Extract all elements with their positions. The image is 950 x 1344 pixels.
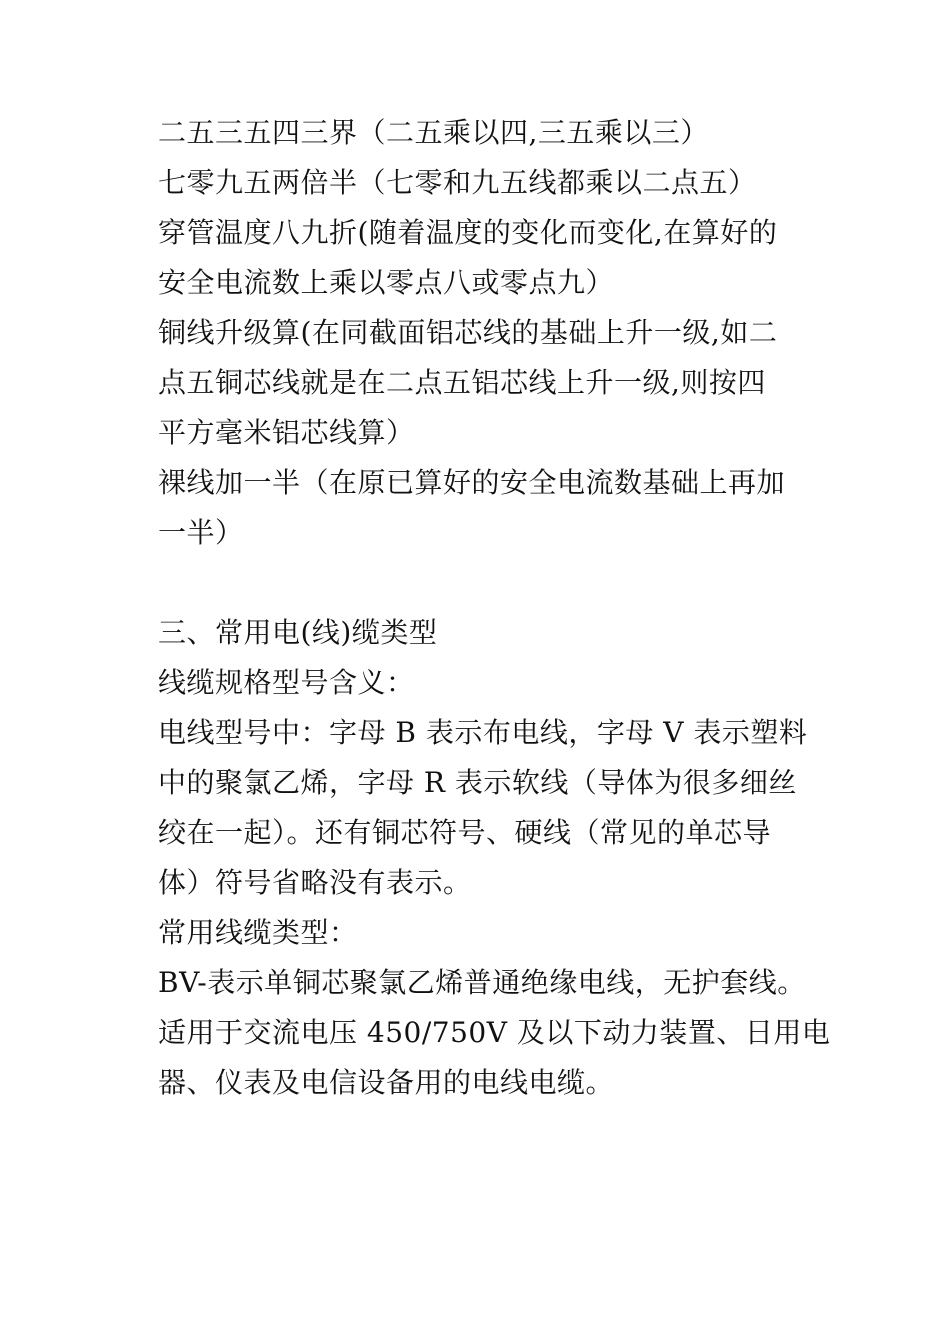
- text-line: 绞在一起）。还有铜芯符号、硬线（常见的单芯导: [158, 816, 772, 849]
- text-line: 七零九五两倍半（七零和九五线都乘以二点五）: [158, 166, 757, 199]
- text-line: 安全电流数上乘以零点八或零点九）: [158, 266, 615, 299]
- text-line: 一半）: [158, 516, 244, 549]
- section-heading: 三、常用电(线)缆类型: [158, 616, 438, 649]
- text-line: 适用于交流电压 450/750V 及以下动力装置、日用电: [158, 1016, 831, 1049]
- document-body: [158, 108, 831, 1108]
- text-line: 平方毫米铝芯线算）: [158, 416, 415, 449]
- text-line: 点五铜芯线就是在二点五铝芯线上升一级,则按四: [158, 366, 766, 399]
- text-line: 常用线缆类型：: [158, 916, 358, 949]
- text-line: 裸线加一半（在原已算好的安全电流数基础上再加: [158, 466, 786, 499]
- text-line: BV-表示单铜芯聚氯乙烯普通绝缘电线，无护套线。: [158, 966, 806, 999]
- text-line: 器、仪表及电信设备用的电线电缆。: [158, 1066, 615, 1099]
- text-line: 线缆规格型号含义：: [158, 666, 415, 699]
- text-line: 二五三五四三界（二五乘以四,三五乘以三）: [158, 116, 709, 149]
- text-line: 铜线升级算(在同截面铝芯线的基础上升一级,如二: [158, 316, 778, 349]
- text-line: 电线型号中：字母 B 表示布电线，字母 V 表示塑料: [158, 716, 808, 749]
- blank-line: [158, 558, 798, 608]
- text-line: 体）符号省略没有表示。: [158, 866, 472, 899]
- text-line: 穿管温度八九折(随着温度的变化而变化,在算好的: [158, 216, 778, 249]
- text-line: 中的聚氯乙烯，字母 R 表示软线（导体为很多细丝: [158, 766, 797, 799]
